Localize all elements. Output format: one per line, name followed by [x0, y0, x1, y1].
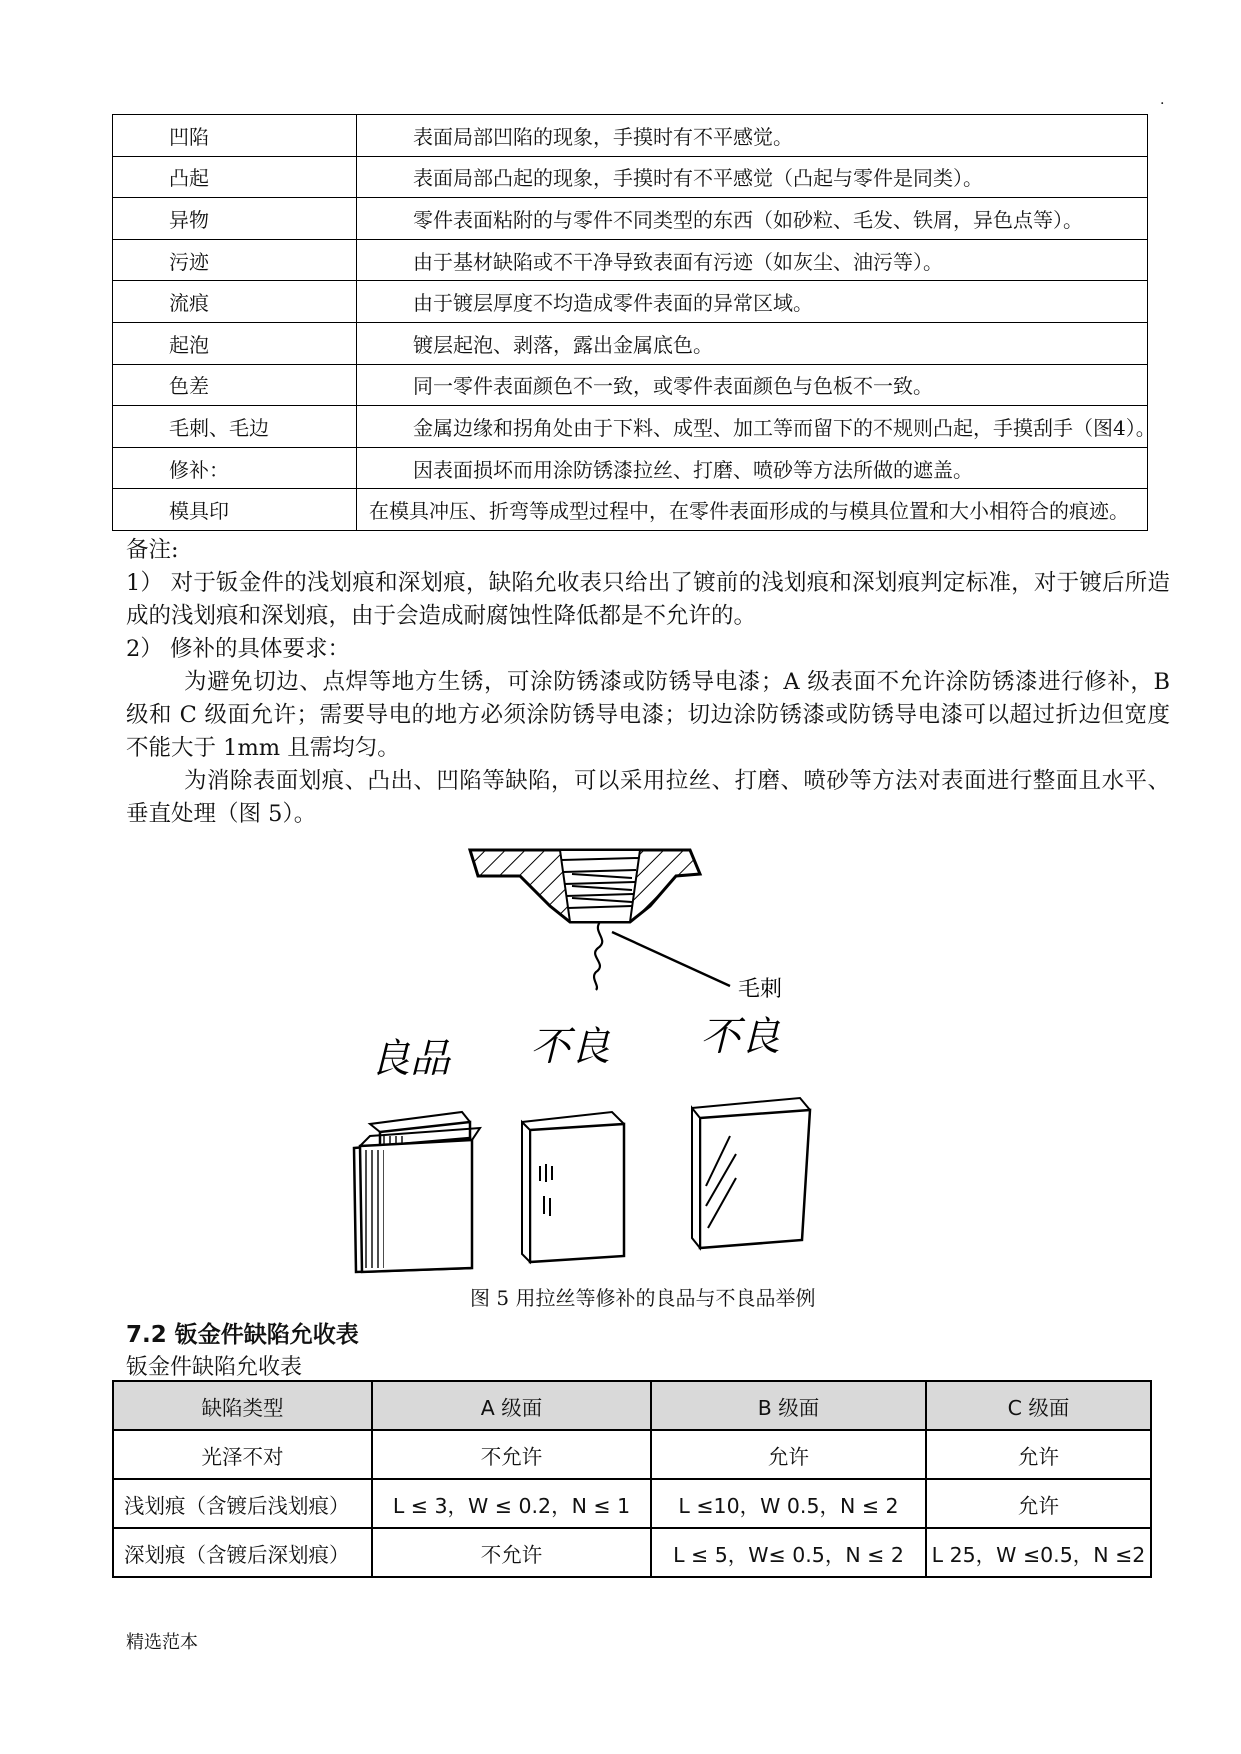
table-row: [113, 156, 1148, 198]
section-heading: 7.2 钣金件缺陷允收表: [126, 1322, 359, 1348]
table-cell: L ≤ 5，W≤ 0.5，N ≤ 2: [651, 1528, 926, 1577]
column-header: B 级面: [651, 1381, 926, 1430]
defect-description: 表面局部凹陷的现象，手摸时有不平感觉。: [357, 115, 1148, 157]
defect-description: 同一零件表面颜色不一致，或零件表面颜色与色板不一致。: [357, 364, 1148, 406]
table-cell: L ≤10，W 0.5，N ≤ 2: [651, 1479, 926, 1528]
defect-label-1: 不良: [530, 1024, 610, 1070]
notes-heading: 备注:: [126, 537, 179, 563]
section-subtitle: 钣金件缺陷允收表: [126, 1355, 303, 1380]
defect-description: 由于基材缺陷或不干净导致表面有污迹（如灰尘、油污等）。: [357, 239, 1148, 281]
note-item-1: 1） 对于钣金件的浅划痕和深划痕，缺陷允收表只给出了镀前的浅划痕和深划痕判定标准，对于镀后所造成的浅划痕和深划痕，由于会造成耐腐蚀性降低都是不允许的。: [126, 570, 1170, 629]
burr-label: 毛刺: [738, 977, 783, 1002]
footer-text: 精选范本: [126, 1632, 198, 1653]
table-row: [113, 447, 1148, 489]
defect-description: 零件表面粘附的与零件不同类型的东西（如砂粒、毛发、铁屑，异色点等）。: [357, 198, 1148, 240]
table-cell: 允许: [651, 1430, 926, 1479]
defect-term: 模具印: [113, 489, 357, 531]
burr-cross-section-drawing: [470, 850, 730, 990]
table-cell: 不允许: [372, 1430, 651, 1479]
table-cell: 浅划痕（含镀后浅划痕）: [113, 1479, 372, 1528]
defect-term: 色差: [113, 364, 357, 406]
header-dot: .: [1160, 92, 1165, 108]
defect-description: 表面局部凸起的现象，手摸时有不平感觉（凸起与零件是同类）。: [357, 156, 1148, 198]
table-header-row: [113, 1381, 1151, 1430]
table-row: [113, 198, 1148, 240]
defect-description: 金属边缘和拐角处由于下料、成型、加工等而留下的不规则凸起，手摸刮手（图4）。: [357, 406, 1148, 448]
table-row: [113, 115, 1148, 157]
table-cell: 允许: [926, 1430, 1151, 1479]
defect-term: 修补：: [113, 447, 357, 489]
column-header: 缺陷类型: [113, 1381, 372, 1430]
notes-section: [126, 534, 1170, 831]
table-row: [113, 239, 1148, 281]
table-row: [113, 322, 1148, 364]
table-cell: L 25，W ≤0.5，N ≤2: [926, 1528, 1151, 1577]
defect-description: 因表面损坏而用涂防锈漆拉丝、打磨、喷砂等方法所做的遮盖。: [357, 447, 1148, 489]
sketch-group: [360, 1098, 810, 1272]
note-item-2: 2） 修补的具体要求：: [126, 636, 350, 662]
defect-description: 镀层起泡、剥落，露出金属底色。: [357, 322, 1148, 364]
acceptance-table: [112, 1380, 1152, 1578]
note-paragraph-2: 为消除表面划痕、凸出、凹陷等缺陷，可以采用拉丝、打磨、喷砂等方法对表面进行整面且水平、垂直处理（图 5）。: [126, 768, 1170, 827]
table-cell: L ≤ 3，W ≤ 0.2，N ≤ 1: [372, 1479, 651, 1528]
repair-example-figure: [370, 836, 830, 1276]
table-cell: 光泽不对: [113, 1430, 372, 1479]
defect-definitions-table: [112, 114, 1156, 531]
table-row: [113, 1528, 1151, 1577]
table-row: [113, 1479, 1151, 1528]
defect-term: 流痕: [113, 281, 357, 323]
defect-term: 凹陷: [113, 115, 357, 157]
table-row: [113, 281, 1148, 323]
defect-term: 毛刺、毛边: [113, 406, 357, 448]
good-product-label: 良品: [370, 1036, 450, 1082]
defect-term: 凸起: [113, 156, 357, 198]
table-row: [113, 489, 1148, 531]
figure-caption: 图 5 用拉丝等修补的良品与不良品举例: [470, 1286, 816, 1310]
table-cell: 允许: [926, 1479, 1151, 1528]
table-row: [113, 364, 1148, 406]
defect-term: 污迹: [113, 239, 357, 281]
table-row: [113, 406, 1148, 448]
column-header: A 级面: [372, 1381, 651, 1430]
table-row: [113, 1430, 1151, 1479]
column-header: C 级面: [926, 1381, 1151, 1430]
defect-description: 由于镀层厚度不均造成零件表面的异常区域。: [357, 281, 1148, 323]
defect-term: 起泡: [113, 322, 357, 364]
table-cell: 深划痕（含镀后深划痕）: [113, 1528, 372, 1577]
defect-label-2: 不良: [700, 1014, 780, 1060]
table-cell: 不允许: [372, 1528, 651, 1577]
defect-description: 在模具冲压、折弯等成型过程中，在零件表面形成的与模具位置和大小相符合的痕迹。: [357, 489, 1148, 531]
note-paragraph-1: 为避免切边、点焊等地方生锈，可涂防锈漆或防锈导电漆；A 级表面不允许涂防锈漆进行修补，B 级和 C 级面允许；需要导电的地方必须涂防锈导电漆；切边涂防锈漆或防锈导电漆可以超过折边但宽度不能大于 1mm 且需均匀。: [126, 669, 1170, 761]
defect-term: 异物: [113, 198, 357, 240]
